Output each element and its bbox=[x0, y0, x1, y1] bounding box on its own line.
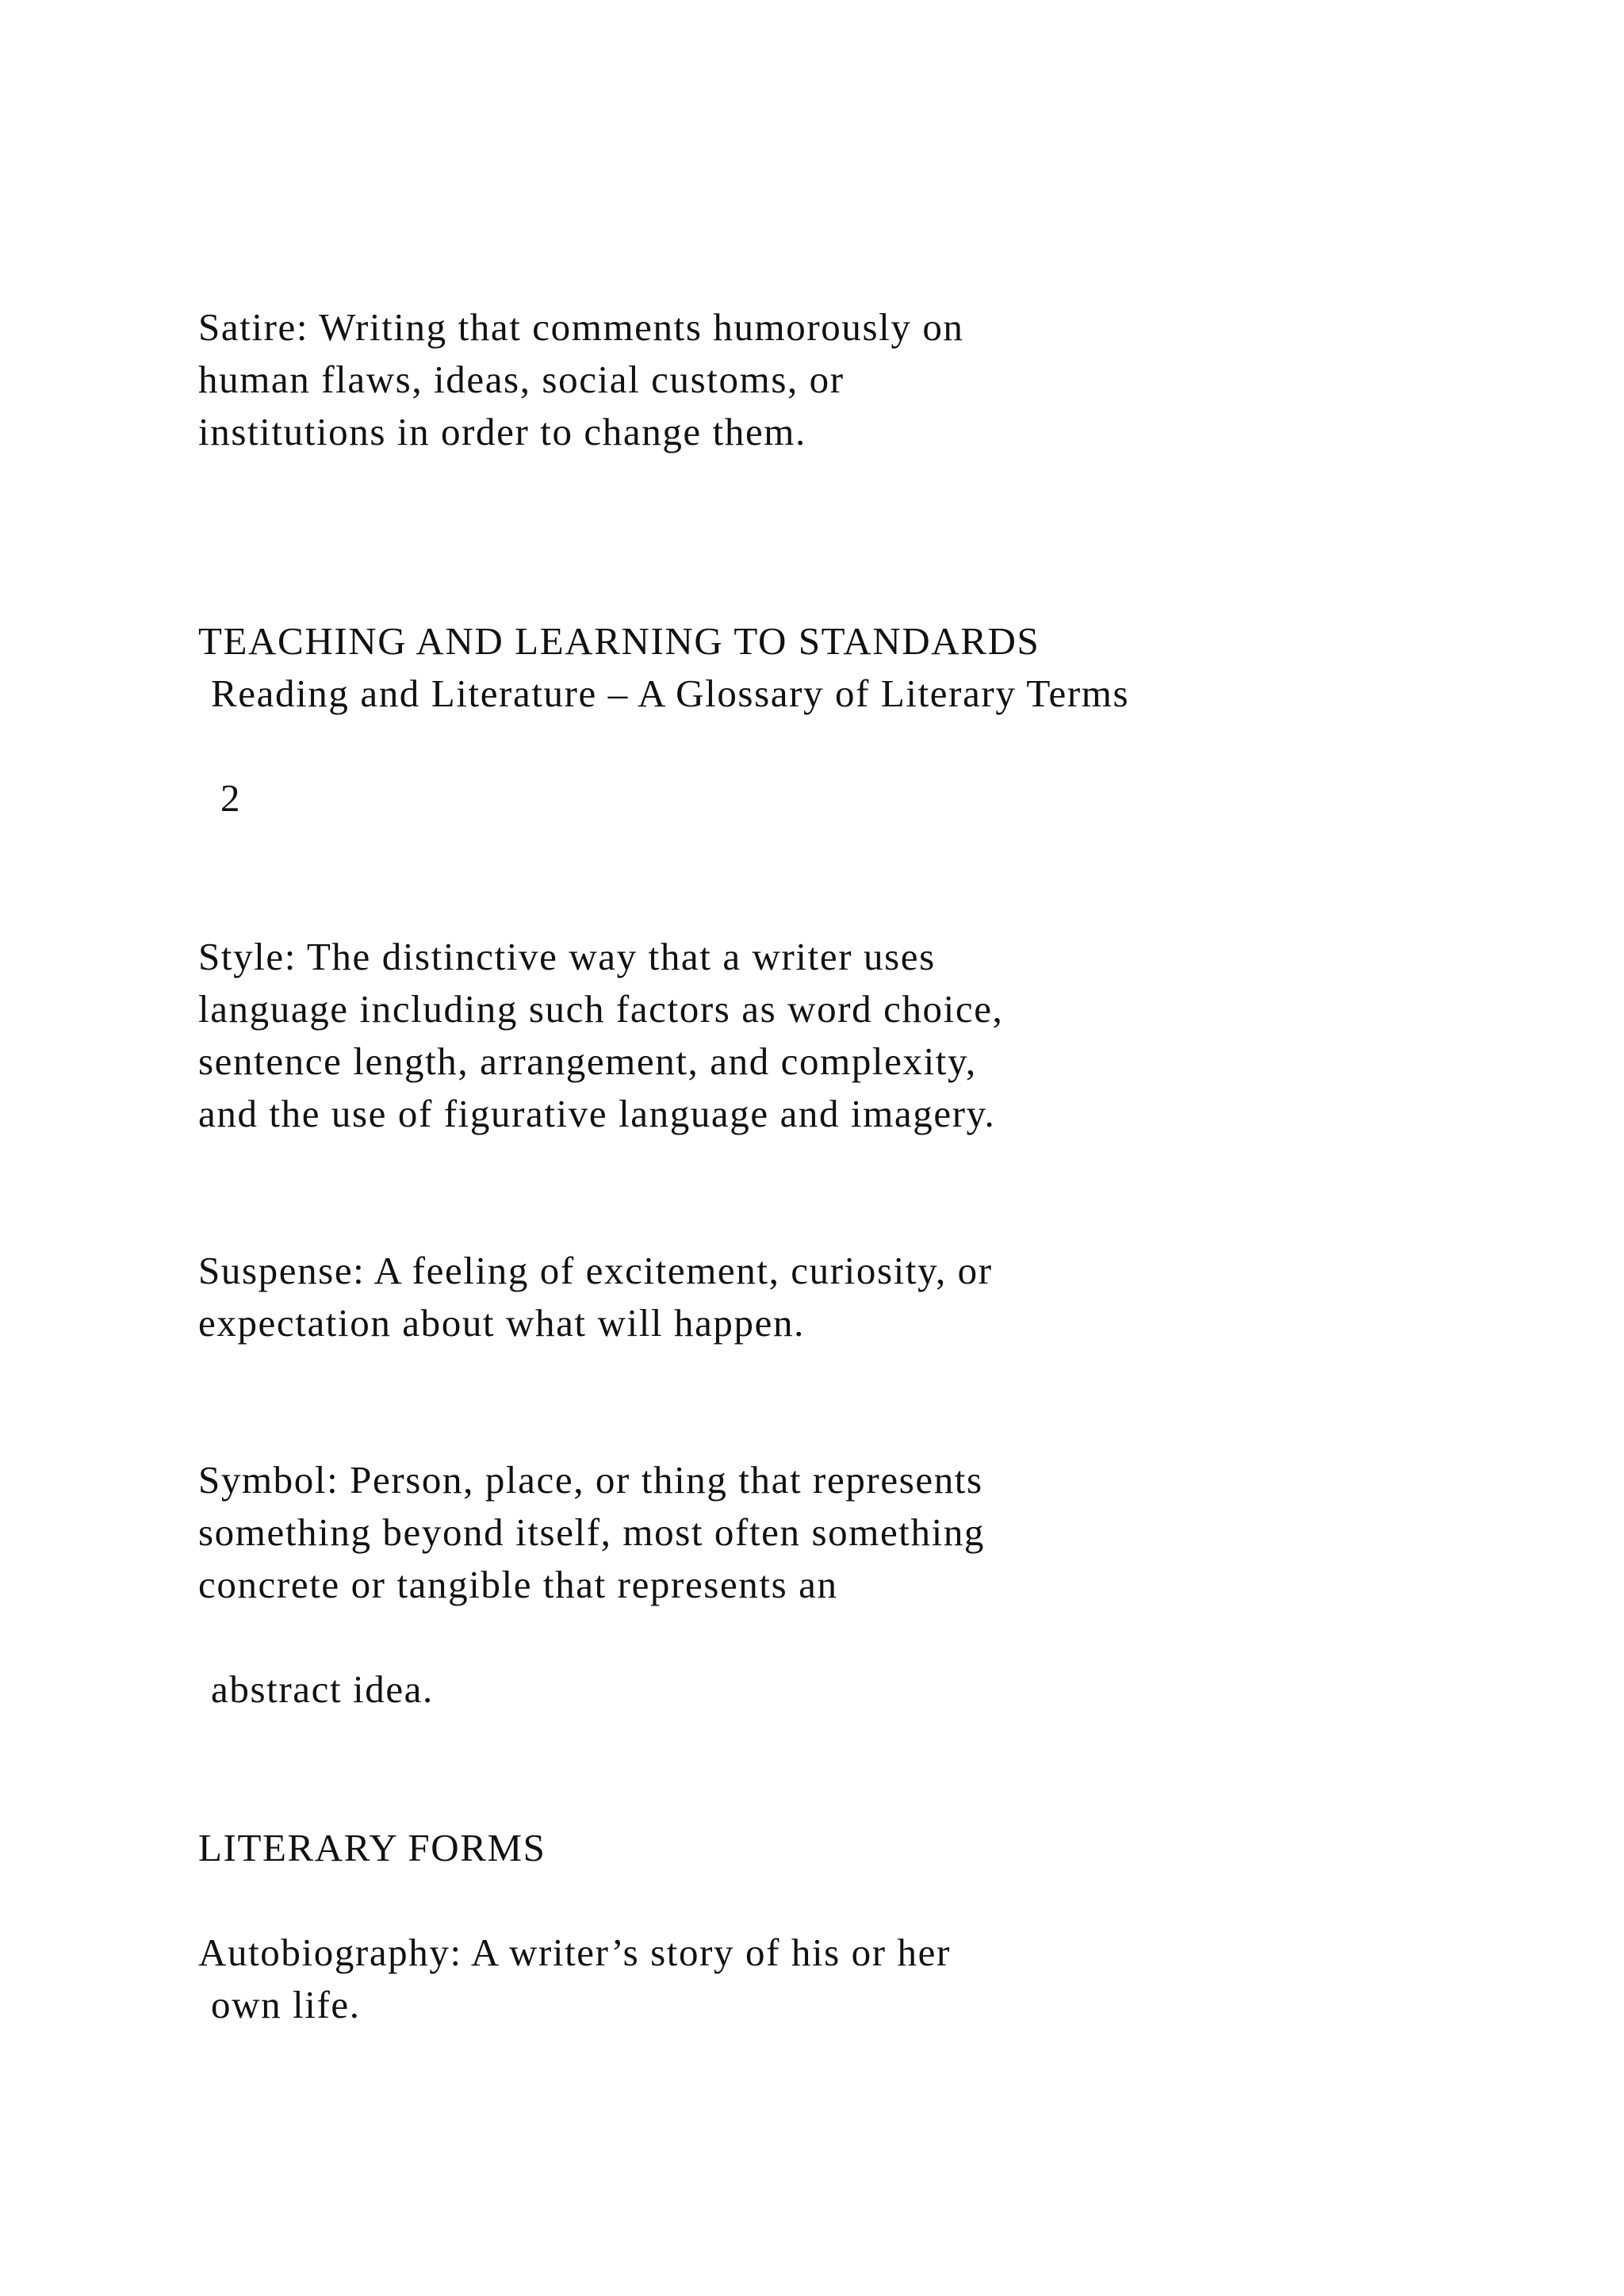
symbol-line-3: concrete or tangible that represents an bbox=[198, 1563, 838, 1606]
satire-line-1: Satire: Writing that comments humorously on bbox=[198, 305, 964, 349]
satire-line-3: institutions in order to change them. bbox=[198, 410, 806, 453]
style-line-1: Style: The distinctive way that a writer uses bbox=[198, 935, 936, 978]
style-line-4: and the use of figurative language and imagery. bbox=[198, 1092, 996, 1135]
symbol-line-2: something beyond itself, most often something bbox=[198, 1510, 986, 1554]
symbol-line-4: abstract idea. bbox=[211, 1667, 434, 1711]
suspense-line-2: expectation about what will happen. bbox=[198, 1301, 805, 1345]
header-title: TEACHING AND LEARNING TO STANDARDS bbox=[198, 619, 1040, 663]
header-subtitle: Reading and Literature – A Glossary of Literary Terms bbox=[211, 672, 1130, 715]
page-number: 2 bbox=[220, 776, 242, 820]
section-heading-literary-forms: LITERARY FORMS bbox=[198, 1826, 546, 1869]
style-line-2: language including such factors as word choice, bbox=[198, 987, 1004, 1031]
style-line-3: sentence length, arrangement, and complexity, bbox=[198, 1039, 977, 1083]
autobiography-line-2: own life. bbox=[211, 1983, 361, 2026]
suspense-line-1: Suspense: A feeling of excitement, curiosity, or bbox=[198, 1249, 993, 1292]
symbol-line-1: Symbol: Person, place, or thing that represents bbox=[198, 1458, 983, 1502]
autobiography-line-1: Autobiography: A writer’s story of his or her bbox=[198, 1931, 951, 1974]
satire-line-2: human flaws, ideas, social customs, or bbox=[198, 358, 845, 401]
